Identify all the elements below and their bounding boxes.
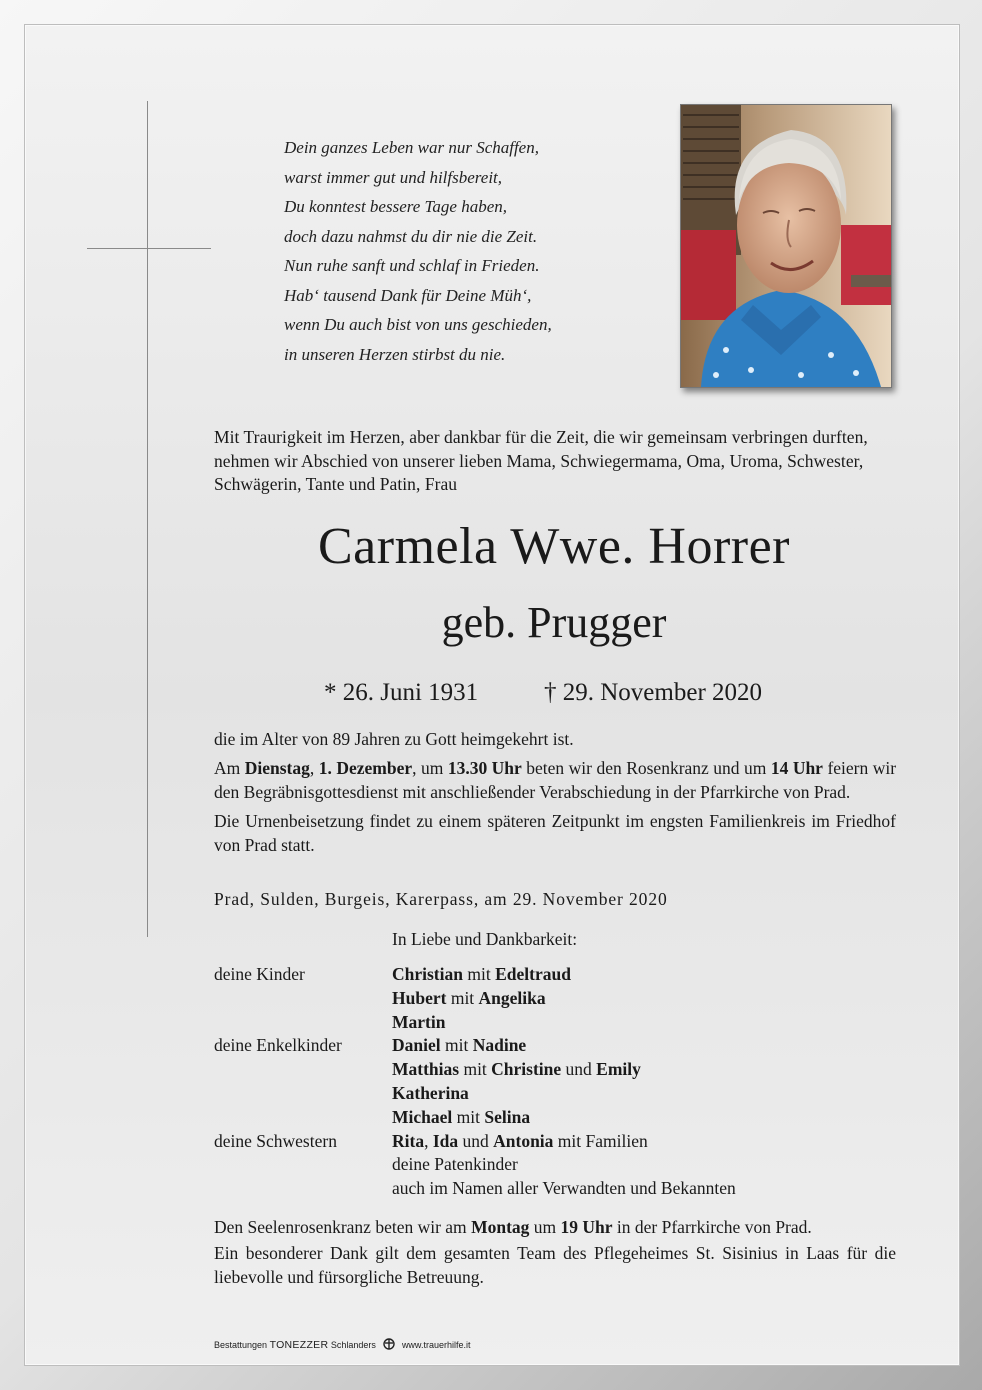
- family-row: [214, 1153, 904, 1177]
- connector-text: und: [561, 1059, 597, 1080]
- cross-horizontal-line: [87, 248, 211, 249]
- family-names: [392, 987, 546, 1011]
- cross-vertical-line: [147, 101, 148, 937]
- connector-text: mit: [446, 987, 479, 1008]
- connector-text: ,: [424, 1130, 433, 1151]
- family-row: [214, 963, 904, 987]
- poem-line: Du konntest bessere Tage haben,: [284, 197, 508, 216]
- family-row: [214, 1034, 904, 1058]
- service-text: ,: [309, 758, 319, 778]
- service-text: Am: [214, 758, 245, 778]
- urn-paragraph: Die Urnenbeisetzung findet zu einem späteren Zeitpunkt im engsten Familienkreis im Friedhof von Prad statt.: [214, 811, 896, 855]
- family-row: [214, 987, 904, 1011]
- relation-label: deine Enkelkinder: [214, 1035, 342, 1056]
- funeral-time: 14 Uhr: [770, 758, 823, 778]
- relation-label: deine Kinder: [214, 964, 305, 984]
- closing-text: [214, 1215, 896, 1291]
- family-names: [392, 1082, 469, 1106]
- portrait-photo: [680, 104, 892, 388]
- person-name: Nadine: [472, 1035, 527, 1056]
- service-text: , um: [412, 758, 448, 778]
- service-date: 1. Dezember: [318, 758, 413, 778]
- person-name: Christine: [491, 1059, 562, 1080]
- footer-suffix: Schlanders: [330, 1339, 376, 1350]
- closing-text-part: Den Seelenrosenkranz beten wir am: [214, 1217, 472, 1237]
- poem-line: Hab‘ tausend Dank für Deine Müh‘,: [284, 285, 532, 305]
- service-day: Dienstag: [244, 758, 310, 778]
- person-name: Selina: [484, 1106, 531, 1127]
- intro-text: Mit Traurigkeit im Herzen, aber dankbar für die Zeit, die wir gemeinsam verbringen durften, nehmen wir Abschied von unserer lieben Mama, Schwiegermama, Oma, Uroma, Schwester, Schwägerin, Tante und Patin, Frau: [214, 427, 868, 494]
- service-text: beten wir den Rosenkranz und um: [521, 758, 771, 778]
- person-name: Martin: [392, 1011, 446, 1032]
- notice-body: [214, 727, 896, 862]
- connector-text: und: [458, 1130, 494, 1151]
- age-line: die im Alter von 89 Jahren zu Gott heimgekehrt ist.: [214, 729, 574, 749]
- family-names: [392, 1130, 648, 1154]
- rosary-time: 19 Uhr: [560, 1217, 613, 1237]
- footer: [214, 1338, 470, 1353]
- family-names: [392, 963, 571, 987]
- thanks-intro: In Liebe und Dankbarkeit:: [392, 929, 578, 949]
- family-row: [214, 1011, 904, 1035]
- person-name: Antonia: [493, 1130, 554, 1151]
- rosary-time: 13.30 Uhr: [447, 758, 522, 778]
- footer-website-link[interactable]: www.trauerhilfe.it: [401, 1339, 471, 1350]
- family-names: [392, 1058, 641, 1082]
- person-name: Edeltraud: [495, 964, 571, 984]
- poem-line: warst immer gut und hilfsbereit,: [284, 167, 503, 187]
- person-name: Hubert: [392, 987, 447, 1008]
- family-names: [392, 1034, 526, 1058]
- godchildren-line: deine Patenkinder: [392, 1154, 518, 1175]
- connector-text: mit: [459, 1059, 492, 1080]
- connector-text: mit: [440, 1035, 473, 1056]
- closing-text-part: in der Pfarrkirche von Prad.: [612, 1217, 812, 1237]
- closing-text-part: um: [529, 1217, 561, 1237]
- poem-line: wenn Du auch bist von uns geschieden,: [284, 315, 552, 334]
- person-name: Daniel: [392, 1035, 441, 1056]
- birth-date: * 26. Juni 1931: [324, 679, 479, 706]
- service-paragraph: [214, 756, 896, 804]
- person-name: Angelika: [478, 987, 546, 1008]
- poem-line: Dein ganzes Leben war nur Schaffen,: [284, 138, 539, 157]
- family-row: [214, 1058, 904, 1082]
- connector-text: mit: [452, 1106, 485, 1127]
- family-row: [214, 1130, 904, 1154]
- person-name: Ida: [432, 1130, 459, 1151]
- family-row: [214, 1177, 904, 1201]
- person-name: Katherina: [392, 1082, 469, 1103]
- gratitude-paragraph: Ein besonderer Dank gilt dem gesamten Team des Pflegeheimes St. Sisinius in Laas für die liebevolle und fürsorgliche Betreuung.: [214, 1243, 896, 1287]
- person-name: Rita: [392, 1130, 425, 1151]
- connector-text: mit Familien: [553, 1130, 648, 1151]
- footer-brand: TONEZZER: [269, 1338, 329, 1351]
- family-row: [214, 1082, 904, 1106]
- person-name: Christian: [392, 964, 463, 984]
- service-text: feiern wir den Begräbnisgottesdienst mit anschließender Verabschiedung in der Pfarrkirche von Prad.: [214, 758, 897, 802]
- trauerhilfe-logo-icon: [382, 1338, 396, 1353]
- person-name: Emily: [596, 1059, 641, 1080]
- person-name: Michael: [392, 1106, 453, 1127]
- family-list: [214, 963, 904, 1201]
- place-date: Prad, Sulden, Burgeis, Karerpass, am 29. November 2020: [214, 889, 668, 909]
- family-row: [214, 1106, 904, 1130]
- connector-text: mit: [462, 964, 496, 984]
- poem-line: Nun ruhe sanft und schlaf in Frieden.: [284, 256, 540, 275]
- maiden-name: geb. Prugger: [441, 598, 667, 647]
- footer-prefix: Bestattungen: [214, 1339, 268, 1350]
- rosary-day: Montag: [471, 1217, 530, 1237]
- person-name: Matthias: [392, 1059, 460, 1080]
- portrait-illustration: [681, 105, 891, 387]
- rosary-paragraph: [214, 1215, 896, 1239]
- poem-line: in unseren Herzen stirbst du nie.: [284, 344, 506, 364]
- death-date: † 29. November 2020: [544, 679, 763, 706]
- memorial-poem: [284, 133, 644, 369]
- family-names: [392, 1106, 530, 1130]
- poem-line: doch dazu nahmst du dir nie die Zeit.: [284, 226, 538, 246]
- relation-label: deine Schwestern: [214, 1130, 337, 1151]
- deceased-name: Carmela Wwe. Horrer: [318, 518, 790, 575]
- relatives-line: auch im Namen aller Verwandten und Bekannten: [392, 1178, 736, 1199]
- family-names: [392, 1011, 445, 1035]
